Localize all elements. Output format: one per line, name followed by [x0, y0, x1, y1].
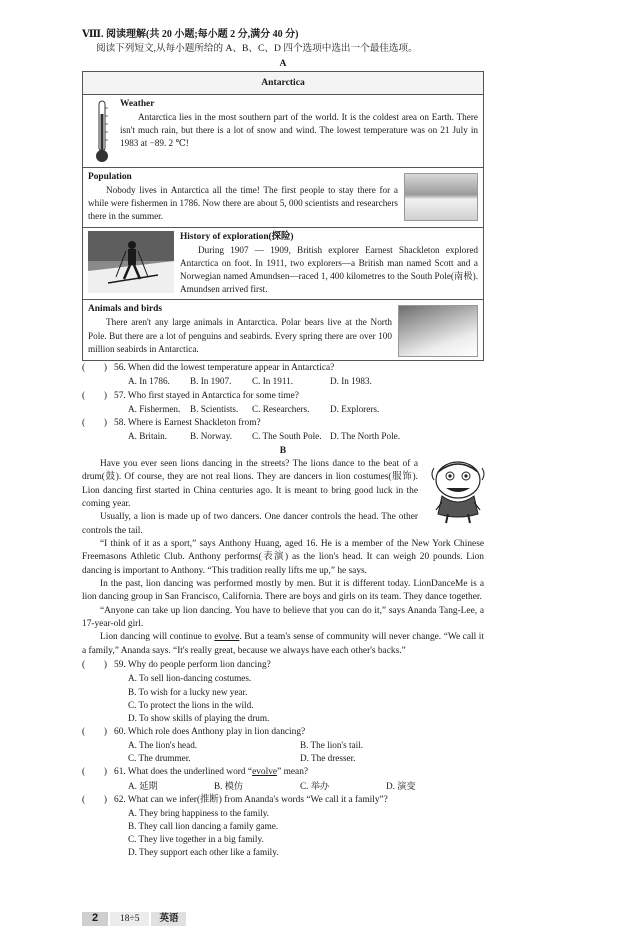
- option: B. The lion's tail.: [300, 740, 363, 751]
- option: A. They bring happiness to the family.: [128, 807, 270, 818]
- option: D. To show skills of playing the drum.: [128, 712, 270, 723]
- question-61: ( ) 61. What does the underlined word “evolve” mean?: [82, 766, 484, 779]
- animals-section: [83, 300, 483, 360]
- options-row: [82, 375, 484, 388]
- part-a-label: A: [279, 57, 287, 69]
- option: A. 延期: [128, 780, 158, 791]
- question-58: ( ) 58. Where is Earnest Shackleton from?: [82, 417, 484, 430]
- history-text: During 1907 — 1909, British explorer Earnest Shackleton explored Antarctica on foot. In 1911, two explorers—a British man named Scott and a Norwegian named Amundsen—raced 1, 400 kilometres to the South Pole(南极). Amundsen arrived first.: [180, 244, 478, 295]
- question-56: ( ) 56. When did the lowest temperature appear in Antarctica?: [82, 362, 484, 375]
- option: C. The South Pole.: [252, 431, 322, 442]
- explorer-photo: [88, 231, 174, 293]
- passage-b-para-5: “Anyone can take up lion dancing. You have to believe that you can do it,” says Ananda Tang-Lee, a 17-year-old girl.: [82, 605, 484, 630]
- option: C. They live together in a big family.: [128, 834, 264, 845]
- page-footer: [82, 912, 186, 926]
- footer-subject: 英语: [151, 912, 186, 926]
- population-text: Nobody lives in Antarctica all the time! The first people to stay there for a while were fishermen in 1786. Now there are about 5, 000 scientists and researchers there in the summer.: [88, 185, 398, 222]
- option: C. To protect the lions in the wild.: [128, 699, 254, 710]
- lion-dance-illustration: [428, 458, 488, 524]
- option: A. Britain.: [128, 431, 168, 442]
- option: C. Researchers.: [252, 403, 310, 414]
- animals-text: There aren't any large animals in Antarctica. Polar bears live at the North Pole. But there are a lot of penguins and seabirds. Every spring there are over 100 million seabirds in Antarctica.: [88, 317, 392, 354]
- antarctica-title: Antarctica: [83, 72, 483, 95]
- part-b-questions: [82, 659, 484, 859]
- options-row: [82, 403, 484, 416]
- option: B. They call lion dancing a family game.: [128, 821, 279, 831]
- option: A. In 1786.: [128, 376, 170, 387]
- population-section: [83, 168, 483, 228]
- option: B. Norway.: [190, 431, 233, 442]
- passage-b-para-2: Usually, a lion is made up of two dancers. One dancer controls the head. The other controls the tail.: [82, 512, 418, 536]
- option: A. To sell lion-dancing costumes.: [128, 673, 252, 684]
- weather-heading: Weather: [120, 99, 155, 110]
- passage-b-para-3: “I think of it as a sport,” says Anthony Huang, aged 16. He is a member of the New York Chinese Freemasons Athletic Club. Anthony performs(表演) as the lion's head. It can weigh 20 pounds. Lion dancing is important to Anthony. “This tradition really lifts me up,” he says.: [82, 539, 484, 576]
- options-grid: [82, 739, 484, 765]
- answer-blank[interactable]: ( ): [82, 417, 107, 428]
- weather-text: Antarctica lies in the most southern part of the world. It is the coldest area on Earth. There isn't much rain, but there is a lot of snow and wind. The lowest temperature was on 21 July in 1983 at −89. 2 ℃!: [120, 112, 478, 149]
- answer-blank[interactable]: ( ): [82, 794, 107, 805]
- answer-blank[interactable]: ( ): [82, 390, 107, 401]
- answer-blank[interactable]: ( ): [82, 363, 107, 374]
- option: C. 举办: [300, 780, 330, 791]
- question-59: ( ) 59. Why do people perform lion dancing?: [82, 659, 484, 672]
- answer-blank[interactable]: ( ): [82, 726, 107, 737]
- option: D. Explorers.: [330, 403, 380, 414]
- option: B. To wish for a lucky new year.: [128, 686, 248, 697]
- footer-code: 18÷5: [110, 912, 149, 926]
- thermometer-icon: [88, 98, 116, 164]
- option: D. 演变: [386, 780, 416, 791]
- options-row: [82, 430, 484, 443]
- option: A. The lion's head.: [128, 740, 198, 751]
- penguins-photo: [398, 305, 478, 357]
- history-heading: History of exploration(探险): [180, 231, 294, 242]
- section-instruction: 阅读下列短文,从每小题所给的 A、B、C、D 四个选项中选出一个最佳选项。: [96, 43, 418, 55]
- page-number: 2: [82, 912, 108, 926]
- question-60: ( ) 60. Which role does Anthony play in lion dancing?: [82, 726, 484, 739]
- answer-blank[interactable]: ( ): [82, 660, 107, 671]
- underlined-word: evolve: [214, 632, 240, 643]
- antarctica-box: [82, 71, 484, 361]
- question-62: ( ) 62. What can we infer(推断) from Ananda's words “We call it a family”?: [82, 794, 484, 807]
- lion-passage: [82, 458, 484, 658]
- passage-b-para-4: In the past, lion dancing was performed mostly by men. But it is different today. LionDanceMe is a lion dancing group in San Francisco, California. There are boys and girls on its team. They dance together.: [82, 579, 484, 603]
- option: B. In 1907.: [190, 376, 232, 387]
- option: B. 模仿: [214, 780, 244, 791]
- weather-section: [83, 95, 483, 168]
- option: D. They support each other like a family.: [128, 847, 279, 858]
- population-heading: Population: [88, 172, 132, 183]
- option: C. In 1911.: [252, 376, 294, 387]
- option: B. Scientists.: [190, 403, 239, 414]
- passage-b-para-1: Have you ever seen lions dancing in the streets? The lions dance to the beat of a drum(鼓). Of course, they are not real lions. They are dancers in lion costumes(服饰). Lion dancing first started in China centuries ago. It is meant to bring good luck in the coming year.: [82, 458, 418, 509]
- ice-landscape-photo: [404, 173, 478, 221]
- answer-blank[interactable]: ( ): [82, 767, 107, 778]
- options-row: [82, 780, 484, 793]
- section-title: Ⅷ. 阅读理解(共 20 小题;每小题 2 分,满分 40 分): [82, 29, 299, 40]
- history-section: [83, 228, 483, 301]
- part-a-questions: [82, 362, 484, 443]
- option: D. The dresser.: [300, 753, 356, 764]
- option: C. The drummer.: [128, 753, 191, 764]
- animals-heading: Animals and birds: [88, 304, 162, 315]
- part-b-label: B: [279, 445, 287, 457]
- passage-b-para-6: Lion dancing will continue to evolve. But a team's sense of community will never change. “We call it a family,” Ananda says. “It's really great, because we always have each other's backs.”: [82, 632, 484, 656]
- question-57: ( ) 57. Who first stayed in Antarctica for some time?: [82, 390, 484, 403]
- option: D. The North Pole.: [330, 431, 401, 442]
- option: A. Fishermen.: [128, 403, 181, 414]
- option: D. In 1983.: [330, 376, 372, 387]
